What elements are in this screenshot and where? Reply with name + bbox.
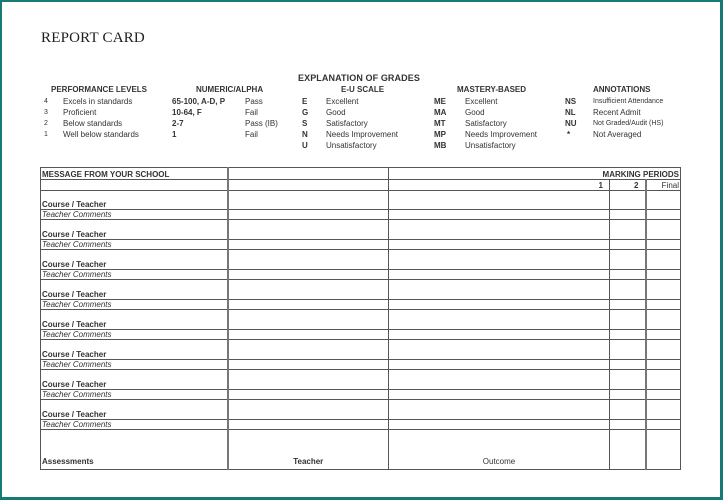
comment-cell[interactable]	[389, 420, 610, 430]
perf-level: 1	[44, 131, 48, 138]
mastery-desc: Satisfactory	[465, 119, 507, 128]
grade-period-2[interactable]	[646, 280, 681, 300]
course-cell[interactable]	[389, 191, 610, 210]
grade-period-1[interactable]	[610, 250, 646, 270]
course-teacher: Course / Teacher	[41, 280, 228, 300]
eu-scale-header: E-U SCALE	[341, 85, 385, 94]
perf-desc: Below standards	[63, 119, 123, 128]
course-cell[interactable]	[389, 220, 610, 240]
course-cell[interactable]	[389, 280, 610, 300]
report-title: REPORT CARD	[41, 30, 145, 46]
grade-cell[interactable]	[646, 330, 681, 340]
grade-period-1[interactable]	[610, 220, 646, 240]
grade-cell[interactable]	[646, 420, 681, 430]
grade-period-1[interactable]	[610, 310, 646, 330]
grade-period-1[interactable]	[610, 370, 646, 390]
teacher-comments: Teacher Comments	[41, 270, 228, 280]
annotation-code: *	[567, 130, 571, 139]
grade-period-2[interactable]	[646, 400, 681, 420]
teacher-comments: Teacher Comments	[41, 330, 228, 340]
course-teacher: Course / Teacher	[41, 250, 228, 270]
teacher-comments: Teacher Comments	[41, 390, 228, 400]
perf-level: 4	[44, 98, 48, 105]
numeric-result: Pass (IB)	[245, 119, 278, 128]
comment-cell[interactable]	[228, 330, 389, 340]
grade-cell[interactable]	[646, 390, 681, 400]
comment-cell[interactable]	[228, 210, 389, 220]
comment-cell[interactable]	[228, 420, 389, 430]
mastery-code: MA	[434, 108, 447, 117]
annotation-desc: Insufficient Attendance	[593, 98, 664, 105]
grade-cell[interactable]	[646, 240, 681, 250]
grade-cell[interactable]	[646, 270, 681, 280]
teacher-label: Teacher	[228, 430, 389, 470]
course-teacher: Course / Teacher	[41, 400, 228, 420]
annotation-desc: Not Averaged	[593, 130, 642, 139]
course-teacher: Course / Teacher	[41, 370, 228, 390]
comment-cell[interactable]	[389, 330, 610, 340]
message-body[interactable]	[41, 180, 228, 191]
course-cell[interactable]	[228, 191, 389, 210]
legend-heading: EXPLANATION OF GRADES	[298, 73, 420, 83]
mastery-desc: Excellent	[465, 97, 498, 106]
grade-cell[interactable]	[646, 360, 681, 370]
mastery-desc: Needs Improvement	[465, 130, 538, 139]
course-cell[interactable]	[389, 310, 610, 330]
course-cell[interactable]	[228, 220, 389, 240]
comment-cell[interactable]	[389, 240, 610, 250]
mastery-desc: Unsatisfactory	[465, 141, 516, 150]
course-cell[interactable]	[389, 400, 610, 420]
numeric-range: 1	[172, 130, 177, 139]
grades-table	[40, 167, 681, 470]
mastery-code: ME	[434, 97, 446, 106]
annotation-desc: Recent Admit	[593, 108, 641, 117]
course-teacher: Course / Teacher	[41, 340, 228, 360]
course-cell[interactable]	[228, 250, 389, 270]
grade-period-2[interactable]	[646, 310, 681, 330]
course-teacher: Course / Teacher	[41, 220, 228, 240]
grade-period-1[interactable]	[610, 191, 646, 210]
comment-cell[interactable]	[389, 390, 610, 400]
eu-desc: Good	[326, 108, 346, 117]
numeric-alpha-header: NUMERIC/ALPHA	[196, 85, 264, 94]
eu-code: G	[302, 108, 309, 117]
eu-code: S	[302, 119, 308, 128]
grade-cell[interactable]	[610, 270, 646, 280]
mastery-desc: Good	[465, 108, 485, 117]
eu-desc: Excellent	[326, 97, 359, 106]
eu-code: N	[302, 130, 308, 139]
eu-desc: Needs Improvement	[326, 130, 399, 139]
period-final-header: Final	[646, 180, 681, 191]
mastery-code: MB	[434, 141, 447, 150]
grade-period-2[interactable]	[646, 250, 681, 270]
grade-cell[interactable]	[610, 240, 646, 250]
teacher-comments: Teacher Comments	[41, 300, 228, 310]
grade-cell[interactable]	[610, 390, 646, 400]
grade-cell[interactable]	[610, 300, 646, 310]
teacher-comments: Teacher Comments	[41, 240, 228, 250]
perf-level: 2	[44, 120, 48, 127]
perf-level: 3	[44, 109, 48, 116]
course-cell[interactable]	[389, 250, 610, 270]
course-cell[interactable]	[228, 280, 389, 300]
grade-cell[interactable]	[646, 300, 681, 310]
annotation-code: NL	[565, 108, 576, 117]
numeric-result: Fail	[245, 130, 258, 139]
mastery-code: MP	[434, 130, 446, 139]
period-2-header: 2	[610, 180, 646, 191]
numeric-result: Pass	[245, 97, 263, 106]
mastery-code: MT	[434, 119, 446, 128]
comment-cell[interactable]	[389, 360, 610, 370]
message-body-2[interactable]	[228, 180, 389, 191]
course-cell[interactable]	[389, 340, 610, 360]
course-teacher: Course / Teacher	[41, 191, 228, 210]
grade-cell[interactable]	[610, 330, 646, 340]
comment-cell[interactable]	[389, 210, 610, 220]
course-cell[interactable]	[228, 340, 389, 360]
performance-levels-header: PERFORMANCE LEVELS	[51, 85, 148, 94]
grade-period-1[interactable]	[610, 340, 646, 360]
message-cell[interactable]	[228, 168, 389, 180]
period-1-header: 1	[389, 180, 610, 191]
grade-cell[interactable]	[646, 210, 681, 220]
eu-code: U	[302, 141, 308, 150]
grade-cell[interactable]	[610, 360, 646, 370]
assessment-period-1[interactable]	[610, 430, 646, 470]
course-cell[interactable]	[228, 310, 389, 330]
numeric-result: Fail	[245, 108, 258, 117]
grade-period-2[interactable]	[646, 370, 681, 390]
annotation-desc: Not Graded/Audit (HS)	[593, 120, 664, 127]
teacher-comments: Teacher Comments	[41, 360, 228, 370]
grade-period-1[interactable]	[610, 280, 646, 300]
comment-cell[interactable]	[389, 300, 610, 310]
annotation-code: NU	[565, 119, 577, 128]
perf-desc: Well below standards	[63, 130, 139, 139]
course-cell[interactable]	[228, 400, 389, 420]
course-cell[interactable]	[228, 370, 389, 390]
annotation-code: NS	[565, 97, 577, 106]
eu-desc: Unsatisfactory	[326, 141, 377, 150]
teacher-comments: Teacher Comments	[41, 420, 228, 430]
eu-desc: Satisfactory	[326, 119, 368, 128]
comment-cell[interactable]	[228, 270, 389, 280]
grade-cell[interactable]	[610, 420, 646, 430]
mastery-based-header: MASTERY-BASED	[457, 85, 527, 94]
numeric-range: 2-7	[172, 119, 184, 128]
grade-period-1[interactable]	[610, 400, 646, 420]
assessments-label: Assessments	[41, 430, 228, 470]
comment-cell[interactable]	[228, 360, 389, 370]
perf-desc: Proficient	[63, 108, 97, 117]
annotations-header: ANNOTATIONS	[593, 85, 651, 94]
comment-cell[interactable]	[228, 300, 389, 310]
course-cell[interactable]	[389, 370, 610, 390]
grade-period-2[interactable]	[646, 340, 681, 360]
assessment-period-2[interactable]	[646, 430, 681, 470]
teacher-comments: Teacher Comments	[41, 210, 228, 220]
grade-period-2[interactable]	[646, 191, 681, 210]
comment-cell[interactable]	[389, 270, 610, 280]
grade-cell[interactable]	[610, 210, 646, 220]
course-teacher: Course / Teacher	[41, 310, 228, 330]
numeric-range: 10-64, F	[172, 108, 202, 117]
message-header: MESSAGE FROM YOUR SCHOOL	[41, 168, 228, 180]
outcome-label: Outcome	[389, 430, 610, 470]
grade-period-2[interactable]	[646, 220, 681, 240]
eu-code: E	[302, 97, 308, 106]
comment-cell[interactable]	[228, 390, 389, 400]
numeric-range: 65-100, A-D, P	[172, 97, 226, 106]
perf-desc: Excels in standards	[63, 97, 133, 106]
comment-cell[interactable]	[228, 240, 389, 250]
marking-periods-header: MARKING PERIODS	[389, 168, 681, 180]
